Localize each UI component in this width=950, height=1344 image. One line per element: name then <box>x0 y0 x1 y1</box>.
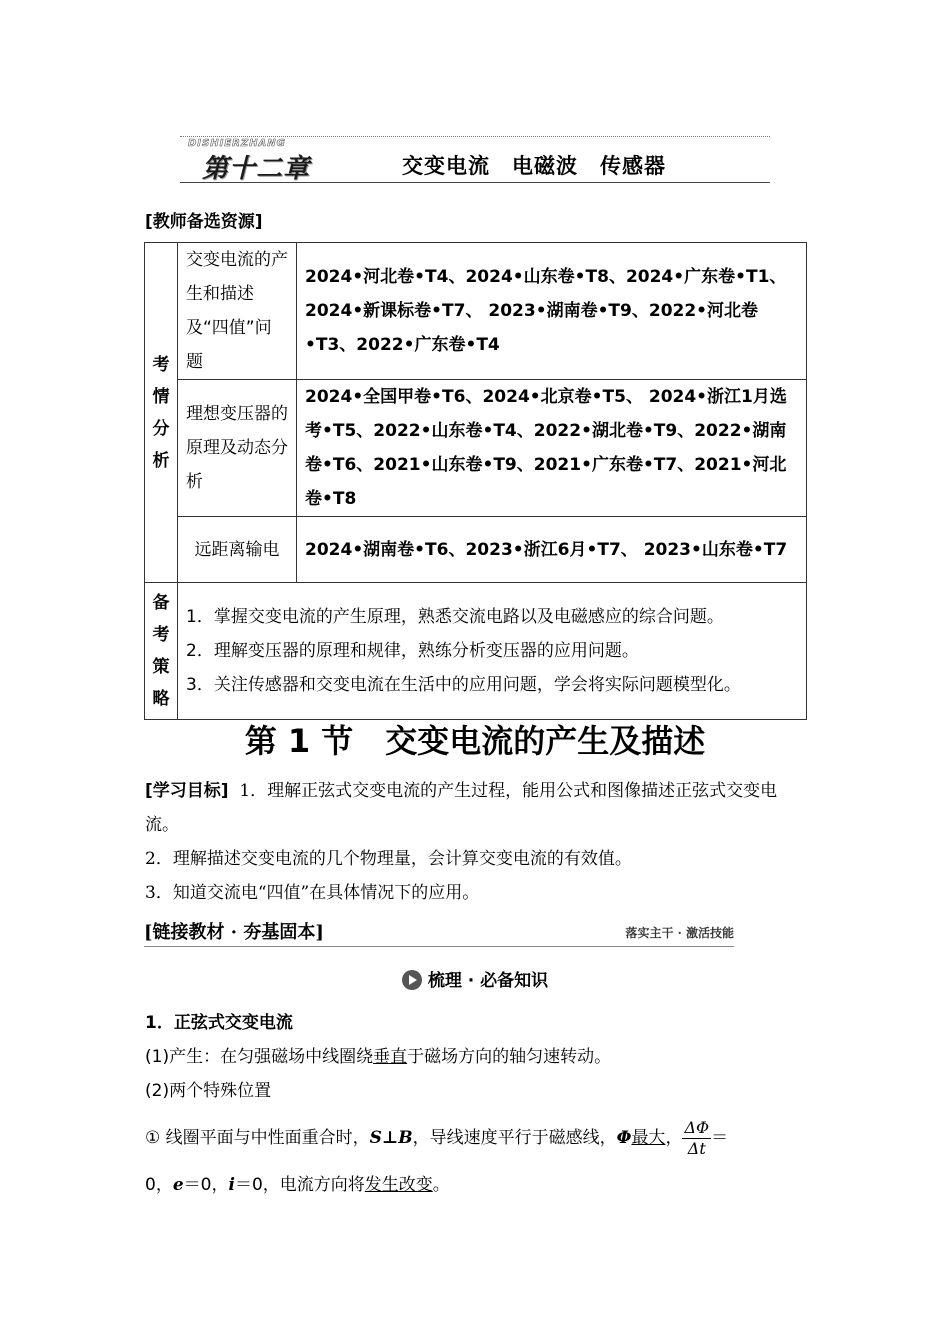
analysis-label-cell <box>145 243 178 583</box>
table-row <box>145 380 807 517</box>
exam-list-cell: 2024•湖南卷•T6、2023•浙江6月•T7、 2023•山东卷•T7 <box>297 517 807 583</box>
underlined-answer: 最大 <box>631 1128 666 1148</box>
underlined-answer: 垂直 <box>373 1047 408 1067</box>
analysis-label-char: 析 <box>152 450 170 471</box>
exam-analysis-table <box>144 242 807 720</box>
text-run: ，导线速度平行于磁感线， <box>412 1128 617 1148</box>
text-run: 。 <box>432 1175 450 1195</box>
math-expression: S⊥B <box>369 1128 413 1148</box>
fraction-denominator: Δt <box>687 1138 706 1158</box>
strategy-label-cell <box>145 583 178 720</box>
text-run: ① 线圈平面与中性面重合时， <box>145 1128 370 1148</box>
fraction-numerator: ΔΦ <box>684 1117 710 1137</box>
content-paragraph <box>145 1168 807 1202</box>
play-circle-icon <box>402 970 422 990</box>
strategy-label-char: 备 <box>152 593 170 613</box>
chapter-pinyin: DISHIERZHANG <box>188 138 286 149</box>
table-row <box>145 517 807 583</box>
exam-list-cell: 2024•河北卷•T4、2024•山东卷•T8、2024•广东卷•T1、2024•新课标卷•T7、 2023•湖南卷•T9、2022•河北卷•T3、2022•广东卷•T4 <box>297 243 807 380</box>
topic-cell: 交变电流的产生和描述及“四值”问题 <box>178 243 297 380</box>
text-run: ， <box>665 1128 683 1148</box>
learning-goal: 3．知道交流电“四值”在具体情况下的应用。 <box>145 883 480 903</box>
textbook-link-band <box>144 918 734 947</box>
learning-goal: 1．理解正弦式交变电流的产生过程，能用公式和图像描述正弦式交变电流。 <box>145 781 778 835</box>
text-run: (1)产生：在匀强磁场中线圈绕 <box>145 1047 374 1067</box>
strategy-line: 2．理解变压器的原理和规律，熟练分析变压器的应用问题。 <box>186 641 639 661</box>
topic-cell: 理想变压器的原理及动态分析 <box>178 380 297 517</box>
chapter-title: 交变电流 电磁波 传感器 <box>402 154 666 178</box>
underlined-answer: 发生改变 <box>364 1175 433 1195</box>
learning-goals <box>145 774 807 842</box>
header-dotted-rule <box>180 136 770 137</box>
section-title: 第 1 节 交变电流的产生及描述 <box>244 722 706 760</box>
text-run: 于磁场方向的轴匀速转动。 <box>407 1047 612 1067</box>
math-symbol: Φ <box>616 1128 632 1148</box>
math-symbol: i <box>228 1175 235 1195</box>
text-run: ＝0， <box>183 1175 229 1195</box>
content-paragraph <box>145 1116 807 1160</box>
analysis-label-char: 情 <box>152 386 170 407</box>
analysis-label-char: 考 <box>152 354 170 375</box>
chapter-header <box>180 134 770 188</box>
text-run: ＝0，电流方向将 <box>234 1175 365 1195</box>
header-rule <box>180 182 770 183</box>
subheading-text: 梳理 · 必备知识 <box>427 971 549 991</box>
strategy-label-char: 策 <box>152 657 170 677</box>
band-left-label: [链接教材 · 夯基固本] <box>144 922 324 943</box>
flux-rate-fraction <box>682 1118 711 1159</box>
text-run: 0， <box>145 1175 173 1195</box>
topic-cell: 远距离输电 <box>178 517 297 583</box>
band-right-label: 落实主干 · 激活技能 <box>625 926 734 940</box>
knowledge-subheading <box>0 966 950 991</box>
content-item-heading: 1．正弦式交变电流 <box>145 1013 293 1033</box>
strategy-line: 1．掌握交变电流的产生原理，熟悉交流电路以及电磁感应的综合问题。 <box>186 607 724 627</box>
strategy-label-char: 略 <box>152 689 170 709</box>
strategy-line: 3．关注传感器和交变电流在生活中的应用问题，学会将实际问题模型化。 <box>186 675 741 695</box>
table-row <box>145 243 807 380</box>
content-paragraph <box>145 1040 807 1074</box>
learning-goal: 2．理解描述交变电流的几个物理量，会计算交变电流的有效值。 <box>145 849 632 869</box>
math-symbol: e <box>172 1175 184 1195</box>
strategy-cell <box>178 583 807 720</box>
teacher-resource-label: [教师备选资源] <box>145 212 263 232</box>
content-paragraph: (2)两个特殊位置 <box>145 1081 272 1101</box>
learning-goals-tag: [学习目标] <box>145 781 229 801</box>
text-run: ＝ <box>711 1128 729 1148</box>
exam-list-cell: 2024•全国甲卷•T6、2024•北京卷•T5、 2024•浙江1月选考•T5、2022•山东卷•T4、2022•湖北卷•T9、2022•湖南卷•T6、2021•山东卷•T9、2021•广东卷•T7、2021•河北卷•T8 <box>297 380 807 517</box>
chapter-number: 第十二章 <box>202 154 311 184</box>
strategy-label-char: 考 <box>152 625 170 645</box>
table-row <box>145 583 807 720</box>
analysis-label-char: 分 <box>152 418 170 439</box>
